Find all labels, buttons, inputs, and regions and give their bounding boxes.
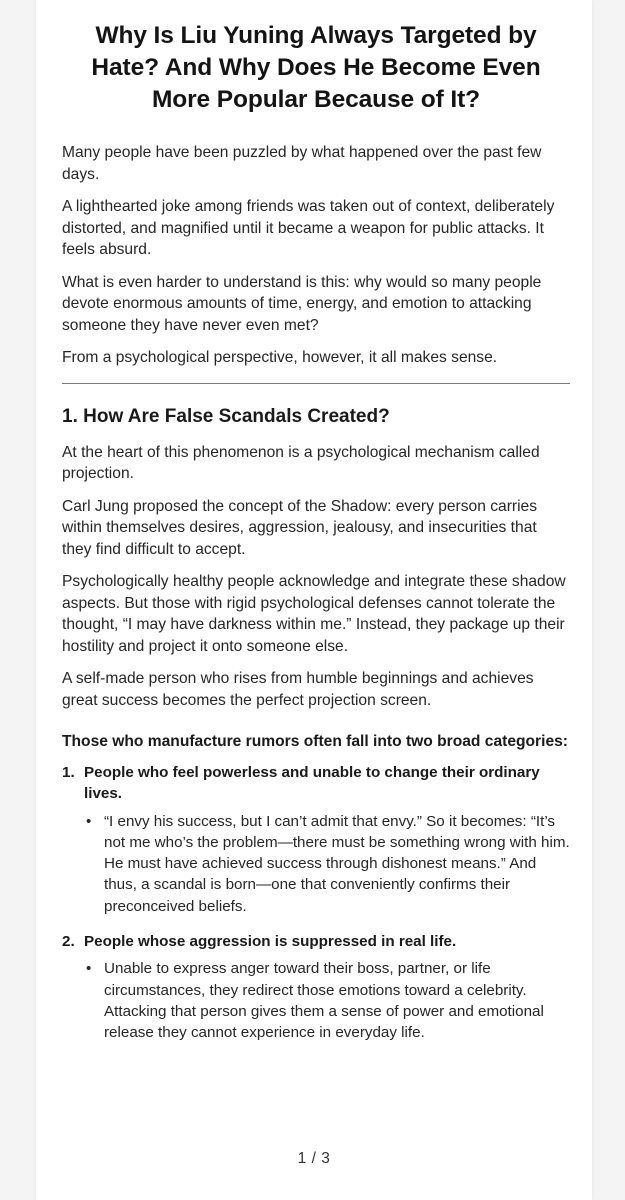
category-item [62,762,570,805]
bullet-dot-icon: • [86,960,92,978]
bullet-text: Unable to express anger toward their boss, partner, or life circumstances, they redirect those emotions toward a celebrity. Attacking that person gives them a sense of power and emotional release they cannot experience in everyday life. [104,960,544,1042]
page-number: 1 / 3 [297,1150,331,1167]
document-content [62,20,570,1044]
category-number: 2. [62,932,75,950]
intro-paragraph: From a psychological perspective, however, it all makes sense. [62,349,498,366]
section-divider [62,383,570,384]
bullet-dot-icon: • [86,812,92,830]
category-label: People who feel powerless and unable to change their ordinary lives. [84,763,540,802]
section-heading: 1. How Are False Scandals Created? [62,405,390,427]
category-bullet [62,811,570,917]
article-title: Why Is Liu Yuning Always Targeted by Hate? And Why Does He Become Even More Popular Because of It? [91,22,541,113]
category-label: People whose aggression is suppressed in real life. [84,932,457,950]
category-number: 1. [62,763,75,781]
document-page [36,0,592,1200]
section-paragraph: A self-made person who rises from humble beginnings and achieves great success becomes the perfect projection screen. [62,670,534,709]
section-paragraph: Carl Jung proposed the concept of the Shadow: every person carries within themselves desires, aggression, jealousy, and insecurities that they find difficult to accept. [62,497,538,558]
category-bullet [62,958,570,1043]
intro-paragraph: What is even harder to understand is this: why would so many people devote enormous amounts of time, energy, and emotion to attacking someone they have never even met? [62,273,542,334]
category-item [62,931,570,953]
section-paragraph: At the heart of this phenomenon is a psychological mechanism called projection. [62,443,540,482]
intro-paragraph: A lighthearted joke among friends was taken out of context, deliberately distorted, and magnified until it became a weapon for public attacks. It feels absurd. [62,198,555,258]
bullet-text: “I envy his success, but I can’t admit that envy.” So it becomes: “It’s not me who’s the problem—there must be something wrong with him. He must have achieved success through dishonest means.” And thus, a scandal is born—one that conveniently confirms their preconceived beliefs. [104,812,570,915]
categories-heading: Those who manufacture rumors often fall into two broad categories: [62,733,568,750]
section-paragraph: Psychologically healthy people acknowledge and integrate these shadow aspects. But those with rigid psychological defenses cannot tolerate the thought, “I may have darkness within me.” Instead, they package up their hostility and project it onto someone else. [62,573,566,655]
intro-paragraph: Many people have been puzzled by what happened over the past few days. [62,144,542,183]
